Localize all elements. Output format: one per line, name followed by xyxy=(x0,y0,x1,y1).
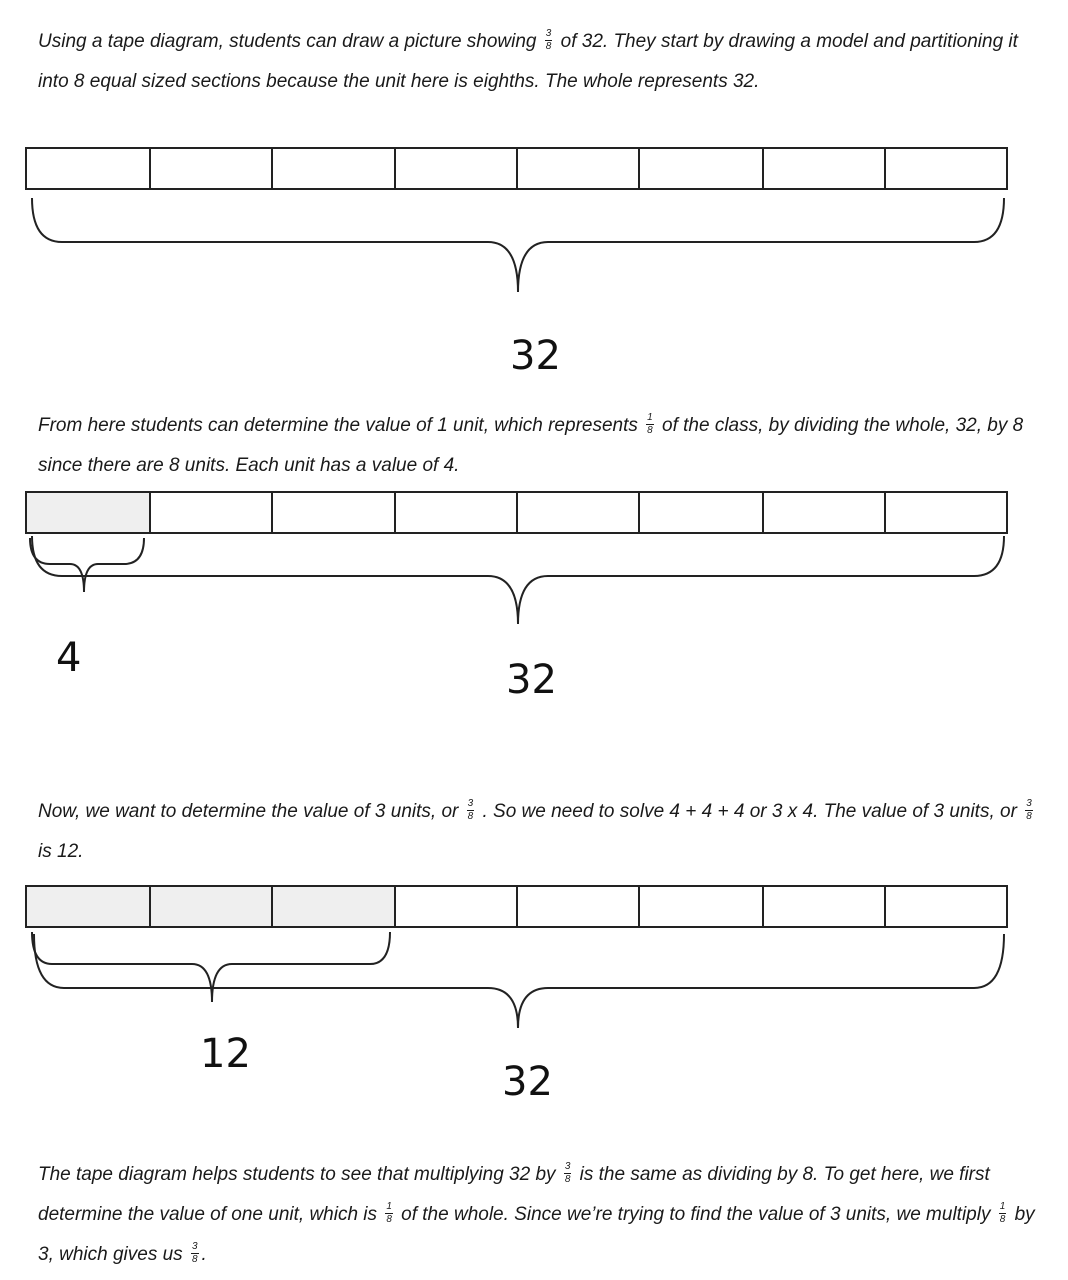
whole-label: 32 xyxy=(510,333,561,379)
unit-paragraph xyxy=(38,406,1038,486)
fraction-three-eighths: $\frac{3}{8}$ xyxy=(467,798,474,823)
three-units-brace xyxy=(32,932,390,1002)
fraction-three-eighths: $\frac{3}{8}$ xyxy=(564,1161,571,1186)
conclusion-text-5: . xyxy=(201,1244,207,1265)
three-units-text-middle: . So we need to solve 4 + 4 + 4 or 3 x 4. The value of 3 units, or xyxy=(482,801,1017,822)
fraction-three-eighths: $\frac{3}{8}$ xyxy=(191,1241,198,1266)
intro-text-after: of 32. They start by drawing a model and partitioning it into 8 equal sized sections because the unit here is eighths. The whole represents 32. xyxy=(38,31,1018,92)
fraction-three-eighths: $\frac{3}{8}$ xyxy=(545,28,552,53)
tape-diagram-one-unit xyxy=(0,484,1068,634)
unit-text-after: of the class, by dividing the whole, 32, by 8 since there are 8 units. Each unit has a value of 4. xyxy=(38,415,1024,476)
conclusion-text-1: The tape diagram helps students to see that multiplying 32 by xyxy=(38,1164,556,1185)
conclusion-text-2: is the same as dividing by 8. To get here, we first determine the value of one unit, which is xyxy=(38,1164,990,1225)
tape-diagram-three-units xyxy=(0,878,1068,1028)
conclusion-paragraph xyxy=(38,1155,1038,1275)
fraction-one-eighth: $\frac{1}{8}$ xyxy=(999,1201,1006,1226)
whole-label: 32 xyxy=(506,657,557,703)
fraction-one-eighth: $\frac{1}{8}$ xyxy=(386,1201,392,1226)
whole-brace xyxy=(34,934,1004,1028)
shaded-units xyxy=(26,886,395,927)
tape-diagram-whole xyxy=(0,140,1068,300)
three-units-text-before: Now, we want to determine the value of 3 units, or xyxy=(38,801,459,822)
fraction-three-eighths: $\frac{3}{8}$ xyxy=(1026,798,1032,823)
whole-label: 32 xyxy=(502,1059,553,1105)
three-units-text-after: is 12. xyxy=(38,841,84,862)
intro-paragraph xyxy=(38,22,1038,102)
whole-brace xyxy=(32,536,1004,624)
shaded-unit xyxy=(26,492,150,533)
three-units-paragraph xyxy=(38,792,1038,872)
intro-text-before: Using a tape diagram, students can draw a picture showing xyxy=(38,31,537,52)
conclusion-text-3: of the whole. Since we’re trying to find the value of 3 units, we multiply xyxy=(401,1204,991,1225)
conclusion-text-4: by 3, which gives us xyxy=(38,1204,1035,1265)
tape-dividers xyxy=(150,492,885,533)
whole-brace xyxy=(32,198,1004,292)
unit-text-before: From here students can determine the value of 1 unit, which represents xyxy=(38,415,638,436)
fraction-one-eighth: $\frac{1}{8}$ xyxy=(647,412,653,437)
three-units-value-label: 12 xyxy=(200,1031,251,1077)
unit-value-label: 4 xyxy=(56,635,82,681)
unit-brace xyxy=(30,538,144,592)
